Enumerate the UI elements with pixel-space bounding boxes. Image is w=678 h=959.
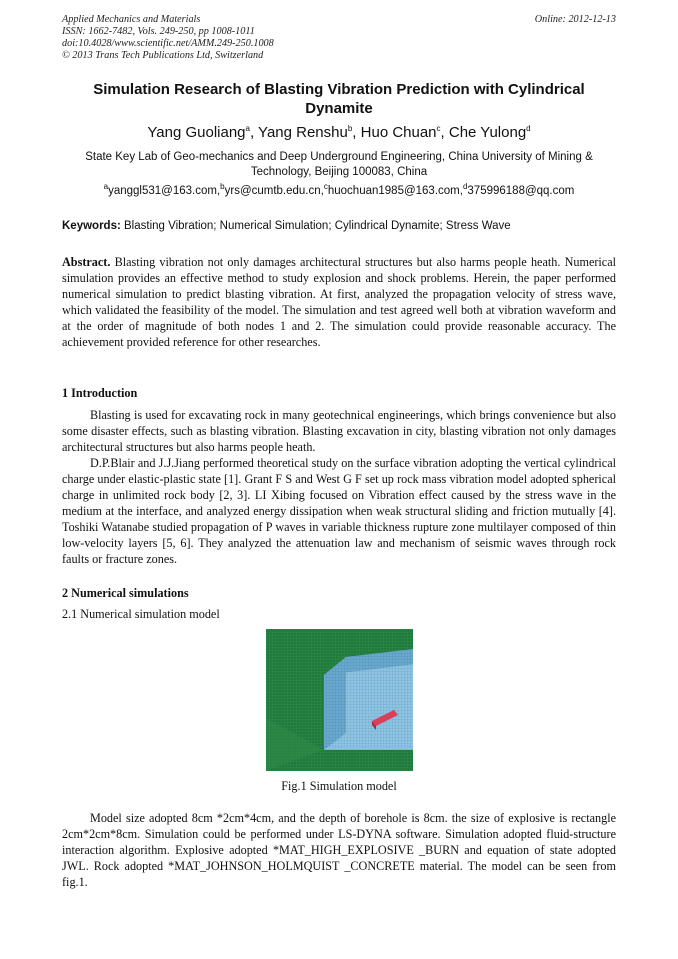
author-list — [62, 123, 616, 142]
author-mark: a — [245, 124, 250, 133]
author-mark: c — [436, 124, 441, 133]
journal-header — [62, 14, 616, 62]
journal-name: Applied Mechanics and Materials — [62, 14, 201, 25]
copyright-line: © 2013 Trans Tech Publications Ltd, Switzerland — [62, 50, 264, 61]
figure-caption: Fig.1 Simulation model — [281, 779, 397, 793]
author-name: Huo Chuan — [360, 124, 437, 141]
intro-paragraph: D.P.Blair and J.J.Jiang performed theoretical study on the surface vibration adopting the vertical cylindrical charge under elastic-plastic state [1]. Grant F S and West G F set up rock mass vibration model adopted spherical charge in unlimited rock body [2, 3]. LI Xibing focused on Vibration effect caused by the stress wave in the medium at the interface, and analyzed energy dissipation when weak structural sliding and friction mutually [4]. Toshiki Watanabe studied propagation of P waves in variable thickness rupture zone multilayer composed of thin low-velocity layers [5, 6]. They analyzed the attenuation law and mechanism of seismic waves through rock faults or fracture zones. — [62, 456, 616, 566]
author-mark: d — [526, 124, 531, 133]
simulation-model-image — [266, 629, 413, 771]
email-mark: b — [220, 182, 225, 192]
simulation-model-figure — [266, 629, 413, 771]
author-separator: , — [352, 124, 361, 141]
keywords-label: Keywords: — [62, 220, 121, 232]
email-list — [62, 184, 616, 198]
email-mark: a — [103, 182, 109, 192]
author-name: Yang Renshu — [258, 124, 348, 141]
author-separator: , — [440, 124, 449, 141]
keywords — [62, 219, 616, 233]
email-address: huochuan1985@163.com, — [327, 185, 463, 197]
email-mark: c — [323, 182, 328, 192]
paper-title: Simulation Research of Blasting Vibration Prediction with Cylindrical Dynamite — [93, 81, 585, 117]
affiliation: State Key Lab of Geo-mechanics and Deep Underground Engineering, China University of Mining & Technology, Beijing 100083, China — [85, 151, 593, 178]
online-date: Online: 2012-12-13 — [534, 14, 616, 25]
email-address: yanggl531@163.com, — [108, 185, 221, 197]
author-separator: , — [249, 124, 259, 141]
email-mark: d — [462, 182, 468, 192]
section-heading-introduction: 1 Introduction — [62, 386, 138, 400]
doi-line: doi:10.4028/www.scientific.net/AMM.249-250.1008 — [62, 38, 274, 49]
author-name: Che Yulong — [448, 124, 527, 141]
email-address: yrs@cumtb.edu.cn, — [224, 185, 324, 197]
abstract-text: Blasting vibration not only damages architectural structures but also harms people heath. Numerical simulation provides an effective method to study explosion and shock problems. Herein, the paper performed numerical simulation to predict blasting vibration. At first, analyzed the propagation velocity of stress wave, which validated the feasibility of the model. The simulation and test agreed well both at vibration waveform and at the order of magnitude of both nodes 1 and 2. The simulation could provide reasonable accuracy. The achievement provided reference for other researches. — [62, 255, 617, 349]
issn-line: ISSN: 1662-7482, Vols. 249-250, pp 1008-1011 — [62, 26, 255, 37]
abstract-label: Abstract. — [62, 255, 111, 269]
author-name: Yang Guoliang — [147, 124, 246, 141]
section-heading-numerical: 2 Numerical simulations — [62, 586, 189, 600]
email-address: 375996188@qq.com — [467, 185, 575, 197]
intro-paragraph: Blasting is used for excavating rock in many geotechnical engineerings, which brings convenience but also some disaster effects, such as blasting vibration. Blasting excavation in city, blasting vibration not only damages architectural structures but also harms people heath. — [62, 408, 616, 454]
author-mark: b — [347, 124, 353, 133]
model-paragraph: Model size adopted 8cm *2cm*4cm, and the depth of borehole is 8cm. the size of explosive is rectangle 2cm*2cm*8cm. Simulation could be performed under LS-DYNA software. Simulation adopted fluid-structure interaction algorithm. Explosive adopted *MAT_HIGH_EXPLOSIVE _BURN and equation of state adopted JWL. Rock adopted *MAT_JOHNSON_HOLMQUIST _CONCRETE material. The model can be seen from fig.1. — [62, 811, 616, 889]
abstract — [62, 254, 616, 350]
keywords-text: Blasting Vibration; Numerical Simulation; Cylindrical Dynamite; Stress Wave — [124, 220, 511, 232]
subsection-heading: 2.1 Numerical simulation model — [62, 607, 220, 621]
